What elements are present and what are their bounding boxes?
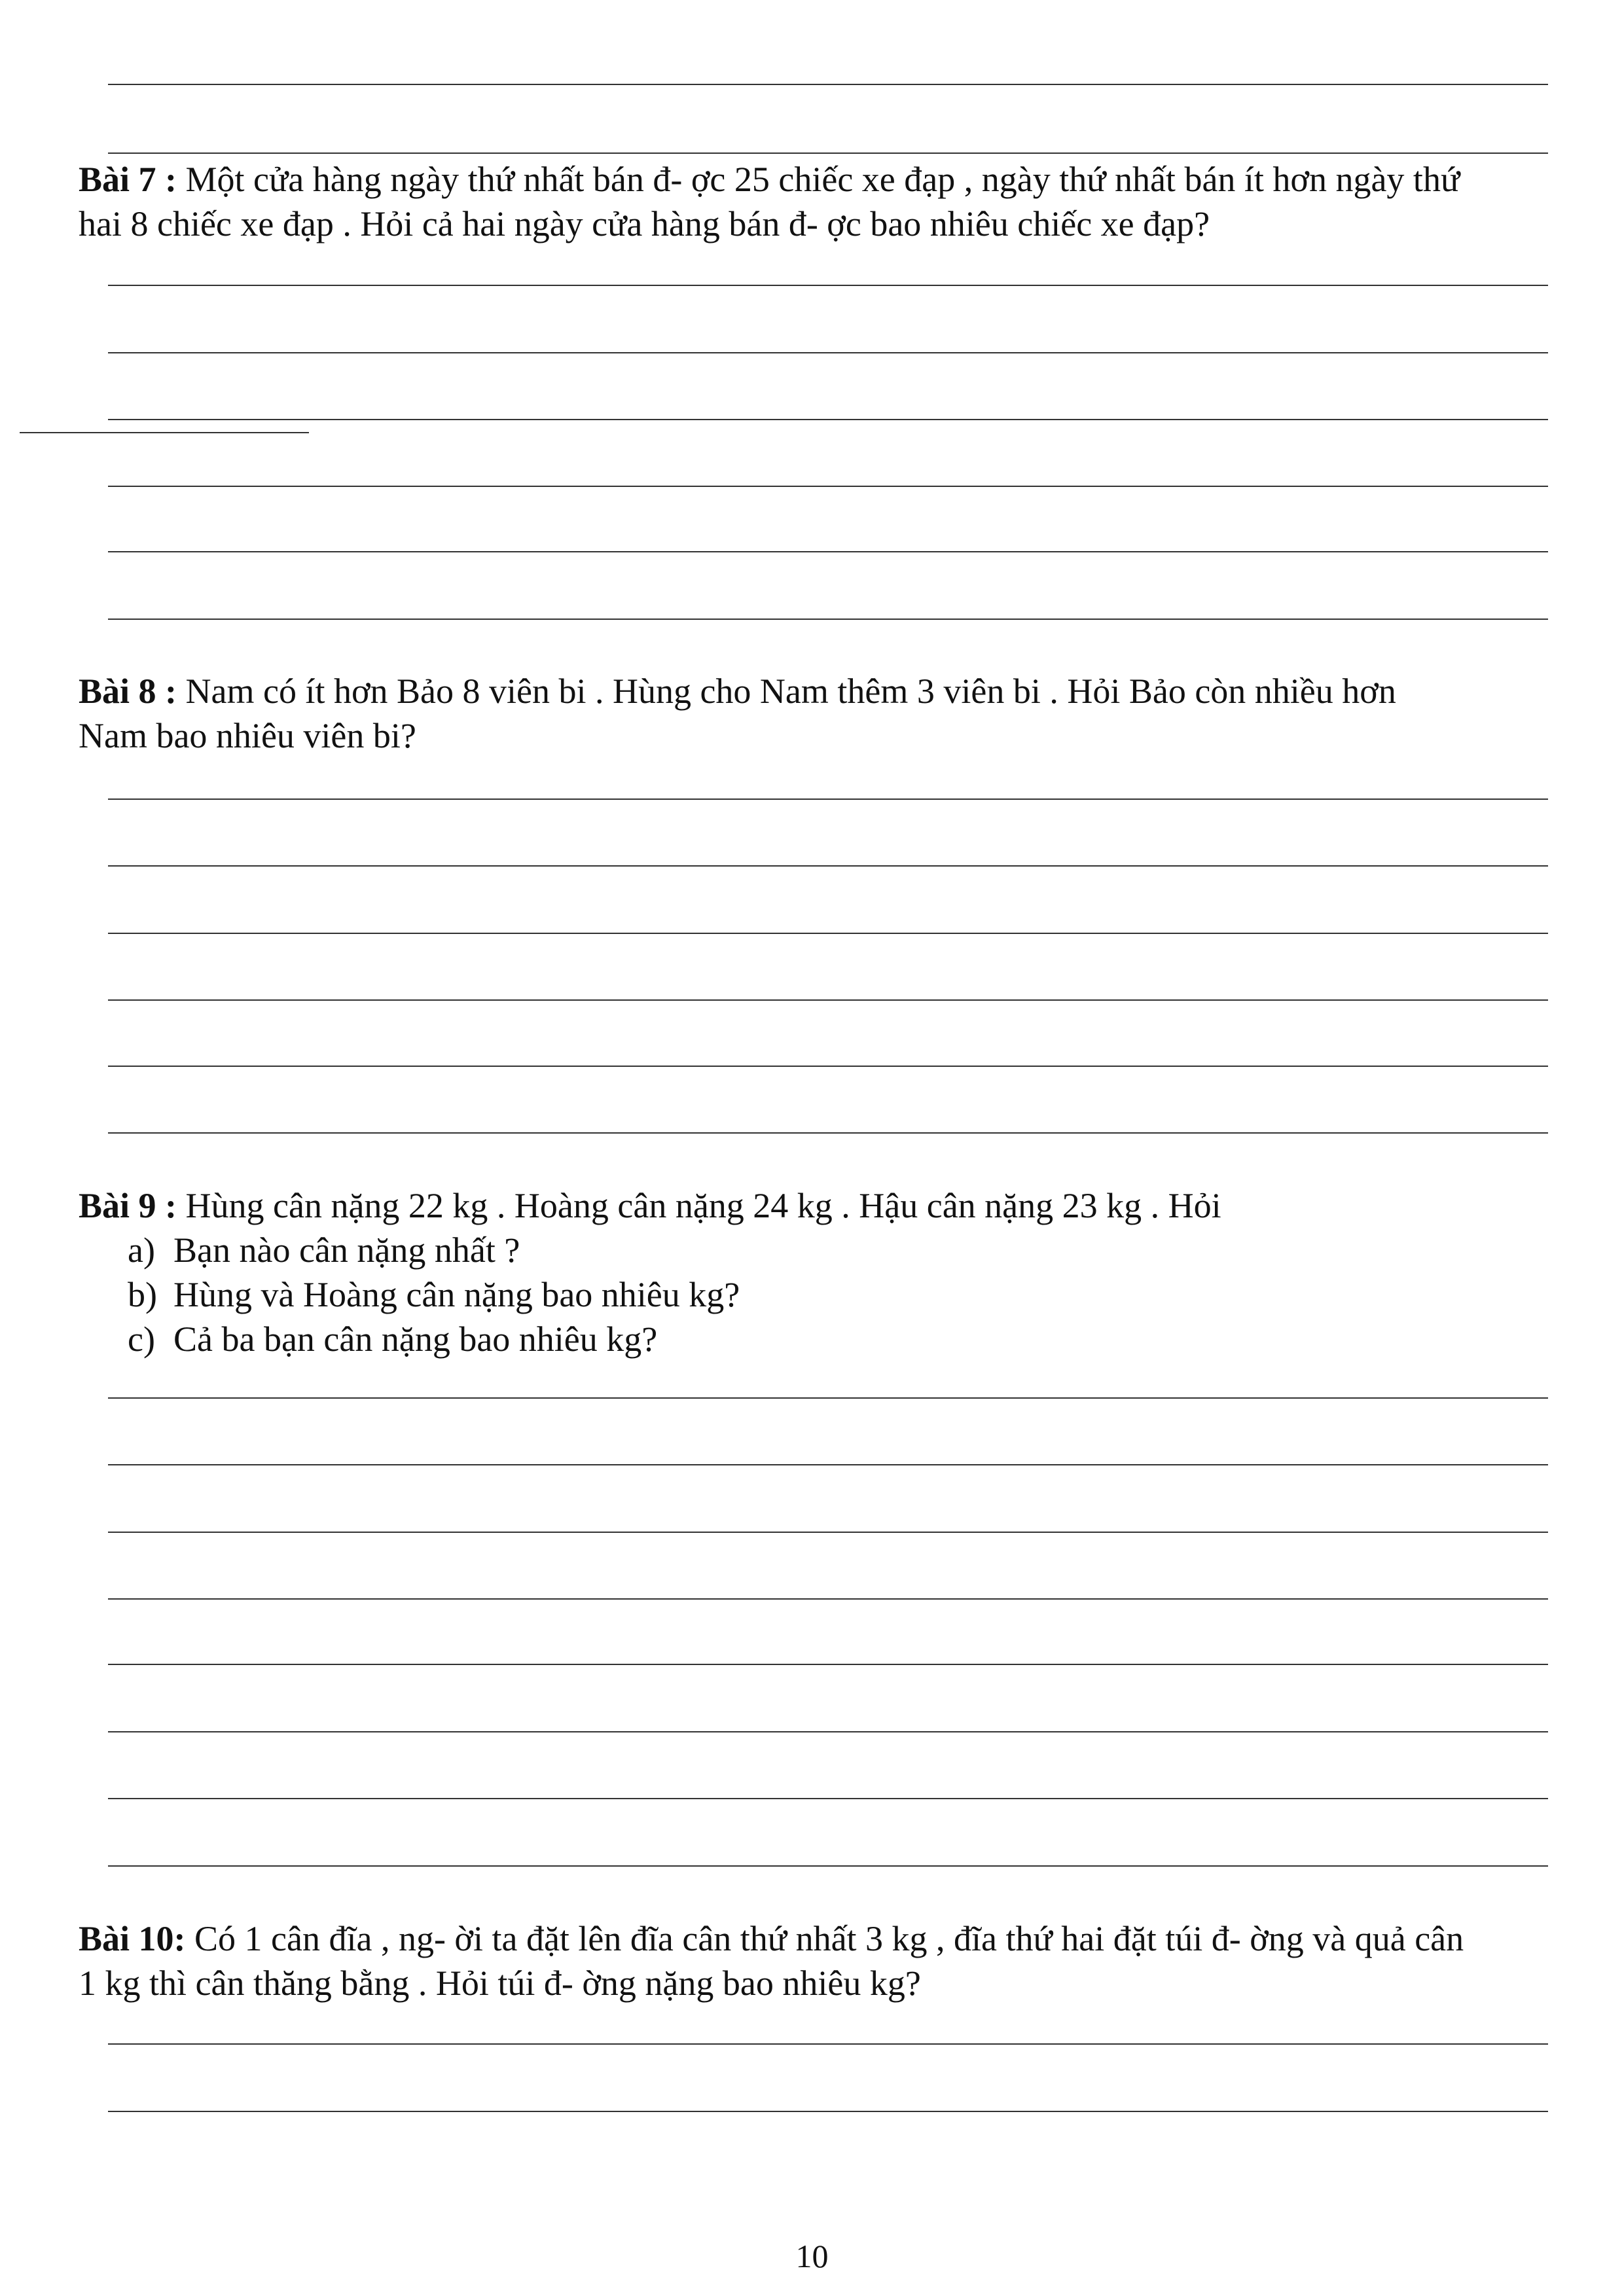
page-number: 10 (795, 2238, 829, 2274)
answer-line (108, 419, 1548, 420)
sub-question-text: Hùng và Hoàng cân nặng bao nhiêu kg? (173, 1275, 740, 1314)
question-bai-8 (79, 669, 1578, 758)
sub-question-b (128, 1272, 740, 1317)
answer-line (108, 152, 1548, 154)
sub-question-text: Bạn nào cân nặng nhất ? (173, 1230, 520, 1270)
answer-line (108, 1798, 1548, 1799)
answer-line (108, 352, 1548, 353)
sub-question-label: b) (128, 1275, 157, 1314)
answer-line (108, 999, 1548, 1001)
question-bai-10 (79, 1916, 1578, 2005)
question-text: 1 kg thì cân thăng bằng . Hỏi túi đ- ờng nặng bao nhiêu kg? (79, 1964, 921, 2003)
answer-line (108, 1464, 1548, 1465)
answer-line (108, 1066, 1548, 1067)
answer-line (108, 933, 1548, 934)
answer-line (108, 1532, 1548, 1533)
answer-line (108, 1865, 1548, 1867)
footnote-separator (20, 432, 309, 433)
question-text: Hùng cân nặng 22 kg . Hoàng cân nặng 24 kg . Hậu cân nặng 23 kg . Hỏi (177, 1186, 1221, 1225)
answer-line (108, 619, 1548, 620)
sub-question-text: Cả ba bạn cân nặng bao nhiêu kg? (173, 1319, 658, 1359)
answer-line (108, 285, 1548, 286)
answer-line (108, 2111, 1548, 2112)
answer-line (108, 486, 1548, 487)
question-bai-9 (79, 1183, 1578, 1228)
question-label: Bài 9 : (79, 1186, 177, 1225)
question-label: Bài 10: (79, 1919, 186, 1958)
question-label: Bài 8 : (79, 672, 177, 711)
answer-line (108, 798, 1548, 800)
sub-question-label: a) (128, 1230, 155, 1270)
answer-line (108, 1397, 1548, 1399)
answer-line (108, 2043, 1548, 2045)
answer-line (108, 551, 1548, 552)
answer-line (108, 865, 1548, 867)
sub-question-label: c) (128, 1319, 155, 1359)
sub-question-a (128, 1228, 520, 1272)
question-label: Bài 7 : (79, 160, 177, 199)
question-text: hai 8 chiếc xe đạp . Hỏi cả hai ngày cửa hàng bán đ- ợc bao nhiêu chiếc xe đạp? (79, 204, 1210, 243)
question-text: Có 1 cân đĩa , ng- ời ta đặt lên đĩa cân thứ nhất 3 kg , đĩa thứ hai đặt túi đ- ờng và quả cân (185, 1919, 1464, 1958)
answer-line (108, 1132, 1548, 1134)
question-text: Nam có ít hơn Bảo 8 viên bi . Hùng cho Nam thêm 3 viên bi . Hỏi Bảo còn nhiều hơn (177, 672, 1396, 711)
answer-line (108, 1731, 1548, 1732)
answer-line (108, 1598, 1548, 1600)
question-bai-7 (79, 157, 1578, 246)
answer-line (108, 84, 1548, 85)
answer-line (108, 1664, 1548, 1665)
question-text: Một cửa hàng ngày thứ nhất bán đ- ợc 25 chiếc xe đạp , ngày thứ nhất bán ít hơn ngày thứ (177, 160, 1460, 199)
sub-question-c (128, 1317, 657, 1361)
question-text: Nam bao nhiêu viên bi? (79, 716, 416, 755)
